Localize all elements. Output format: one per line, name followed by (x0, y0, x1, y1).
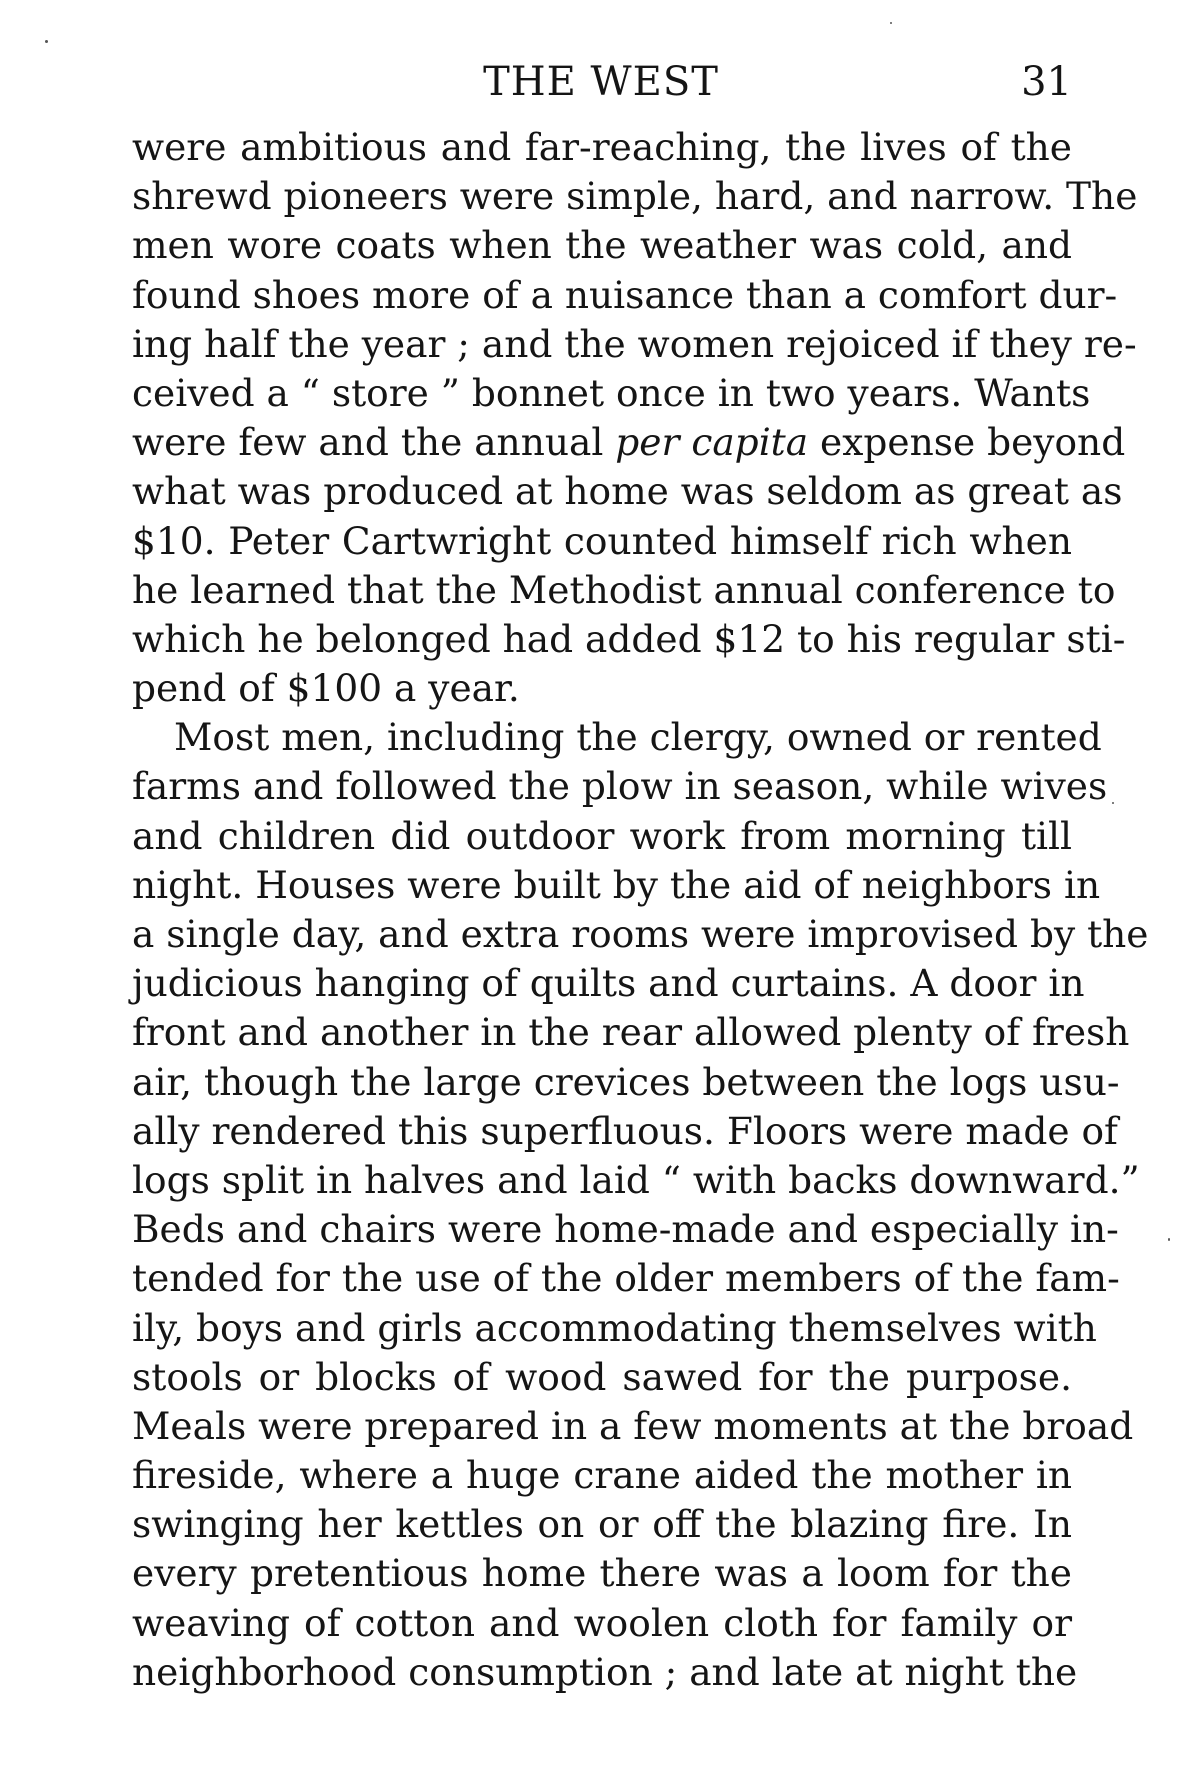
text-line: farms and followed the plow in season, while wives (132, 764, 1108, 809)
text-line: $10. Peter Cartwright counted himself rich when (132, 518, 1072, 563)
text-line: ing half the year ; and the women rejoiced if they re- (132, 321, 1137, 366)
text-line: he learned that the Methodist annual conference to (132, 567, 1116, 612)
text-line: night. Houses were built by the aid of neighbors in (132, 862, 1101, 907)
text-line: ily, boys and girls accommodating themselves with (132, 1305, 1097, 1350)
text-line: Meals were prepared in a few moments at the broad (132, 1403, 1134, 1448)
running-title: THE WEST (483, 59, 719, 105)
scan-speck (1168, 1238, 1170, 1241)
text-line: Beds and chairs were home-made and especially in- (132, 1207, 1119, 1252)
text-line: shrewd pioneers were simple, hard, and narrow. The (132, 174, 1138, 219)
text-line: logs split in halves and laid “ with backs downward.” (132, 1157, 1140, 1202)
text-line: and children did outdoor work from morning till (132, 813, 1072, 858)
text-line-with-italic (132, 418, 1126, 467)
text-line: what was produced at home was seldom as great as (132, 469, 1123, 514)
text-line: air, though the large crevices between the logs usu- (132, 1059, 1120, 1104)
scan-speck (890, 22, 892, 24)
italic-phrase: per capita (615, 420, 809, 465)
scan-speck (45, 40, 48, 43)
page-number: 31 (1021, 59, 1072, 105)
text-run: expense beyond (808, 420, 1126, 465)
text-run: were few and the annual (132, 420, 616, 465)
text-line: pend of $100 a year. (132, 666, 520, 711)
text-line: ally rendered this superfluous. Floors were made of (132, 1108, 1118, 1153)
text-line: front and another in the rear allowed plenty of fresh (132, 1010, 1130, 1055)
text-line: ceived a “ store ” bonnet once in two years. Wants (132, 370, 1091, 415)
paragraph-first-line: Most men, including the clergy, owned or rented (174, 715, 1102, 760)
text-line: weaving of cotton and woolen cloth for family or (132, 1600, 1072, 1645)
running-head (130, 52, 1072, 112)
text-line: which he belonged had added $12 to his regular sti- (132, 616, 1126, 661)
text-line: a single day, and extra rooms were improvised by the (132, 912, 1149, 956)
text-line: fireside, where a huge crane aided the mother in (132, 1453, 1072, 1498)
text-line: neighborhood consumption ; and late at night the (132, 1649, 1078, 1694)
text-line: every pretentious home there was a loom for the (132, 1551, 1072, 1596)
body-text (132, 123, 1149, 1697)
text-line: judicious hanging of quilts and curtains. A door in (132, 961, 1085, 1006)
text-line: men wore coats when the weather was cold, and (132, 223, 1072, 268)
text-line: were ambitious and far-reaching, the lives of the (132, 125, 1072, 169)
scan-speck (1112, 802, 1114, 804)
text-line: swinging her kettles on or off the blazing fire. In (132, 1502, 1072, 1547)
text-line: found shoes more of a nuisance than a comfort dur- (132, 272, 1118, 317)
text-line: stools or blocks of wood sawed for the purpose. (132, 1354, 1072, 1399)
text-line: tended for the use of the older members of the fam- (132, 1256, 1120, 1301)
